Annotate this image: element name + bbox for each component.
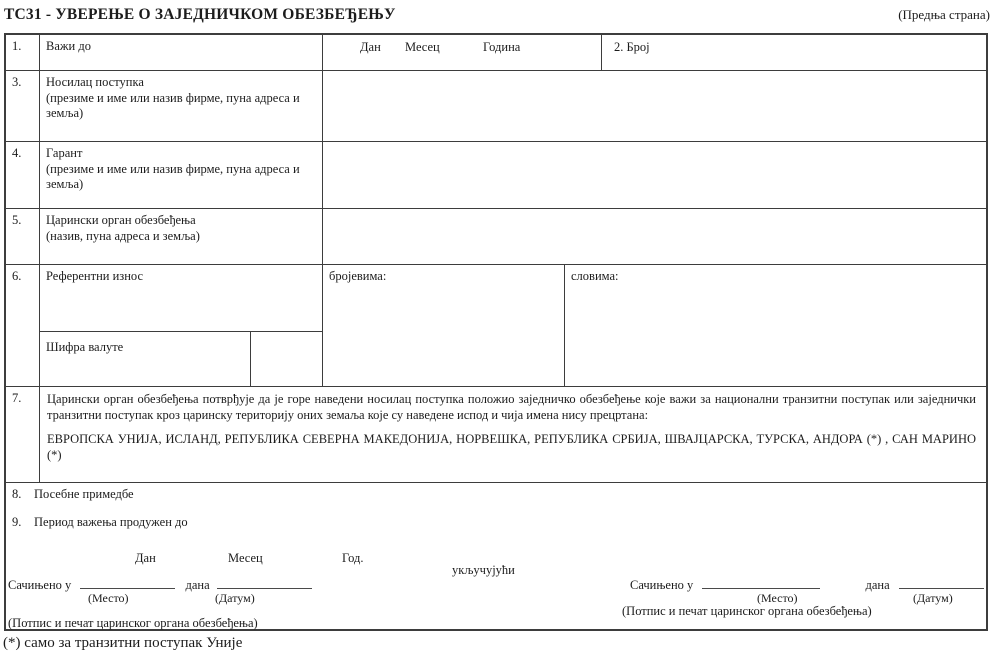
box3-number: 3. bbox=[6, 71, 40, 142]
box9-inclusive-label: укључујући bbox=[452, 563, 515, 577]
date-caption-left: (Датум) bbox=[215, 591, 255, 605]
form-table bbox=[4, 33, 988, 631]
box4-guarantor-label bbox=[40, 142, 323, 209]
box2-number-label: 2. Број bbox=[614, 40, 650, 54]
made-in-label-left: Сачињено у bbox=[8, 578, 72, 592]
date-caption-right: (Датум) bbox=[913, 591, 953, 605]
box1-date-field[interactable] bbox=[323, 35, 602, 71]
box3-holder-label bbox=[40, 71, 323, 142]
box5-number: 5. bbox=[6, 209, 40, 265]
date-word-left: дана bbox=[185, 578, 210, 592]
date-blank-left[interactable] bbox=[217, 576, 312, 589]
box6-in-words-label: словима: bbox=[571, 269, 619, 283]
place-caption-left: (Место) bbox=[88, 591, 129, 605]
box9-year-label: Год. bbox=[342, 551, 364, 565]
box4-guarantor-field[interactable] bbox=[323, 142, 986, 209]
box6-in-figures-label: бројевима: bbox=[329, 269, 387, 283]
box6-number: 6. bbox=[6, 265, 40, 387]
box8-number: 8. bbox=[12, 487, 22, 501]
stamp-caption-left: (Потпис и печат царинског органа обезбеђења) bbox=[8, 616, 258, 630]
box6-currency-code-label: Шифра валуте bbox=[40, 332, 251, 387]
box6-in-words-field[interactable] bbox=[565, 265, 986, 387]
box6-currency-code-field[interactable] bbox=[251, 332, 323, 387]
box5-customs-office-field[interactable] bbox=[323, 209, 986, 265]
day-column-label: Дан bbox=[360, 40, 381, 54]
box5-customs-office-subtitle: (назив, пуна адреса и земља) bbox=[46, 228, 200, 243]
box4-number: 4. bbox=[6, 142, 40, 209]
box4-guarantor-title: Гарант bbox=[46, 146, 83, 160]
form-title: ТС31 - УВЕРЕЊЕ О ЗАЈЕДНИЧКОМ ОБЕЗБЕЂЕЊУ bbox=[4, 6, 396, 23]
year-column-label: Година bbox=[483, 40, 521, 54]
month-column-label: Месец bbox=[405, 40, 440, 54]
place-blank-right[interactable] bbox=[702, 576, 820, 589]
box8-special-remarks-label: Посебне примедбе bbox=[34, 487, 134, 501]
box7-countries-list: ЕВРОПСКА УНИЈА, ИСЛАНД, РЕПУБЛИКА СЕВЕРНА МАКЕДОНИЈА, НОРВЕШКА, РЕПУБЛИКА СРБИЈА, ШВАЈЦАРСКА, ТУРСКА, АНДОРА (*) , САН МАРИНО (*) bbox=[47, 432, 976, 462]
box3-holder-subtitle: (презиме и име или назив фирме, пуна адреса и земља) bbox=[46, 90, 300, 121]
front-side-note: (Предња страна) bbox=[898, 7, 990, 22]
box7-number: 7. bbox=[6, 387, 40, 483]
box7-certification-text bbox=[40, 387, 986, 483]
place-caption-right: (Место) bbox=[757, 591, 798, 605]
box2-number-field[interactable] bbox=[602, 35, 986, 71]
box6-reference-amount-label: Референтни износ bbox=[40, 265, 323, 332]
box5-customs-office-label bbox=[40, 209, 323, 265]
made-in-label-right: Сачињено у bbox=[630, 578, 694, 592]
box6-in-figures-field[interactable] bbox=[323, 265, 565, 387]
box9-number: 9. bbox=[12, 515, 22, 529]
bottom-section bbox=[6, 483, 986, 629]
date-word-right: дана bbox=[865, 578, 890, 592]
box1-valid-until-label: Важи до bbox=[40, 35, 323, 71]
box5-customs-office-title: Царински орган обезбеђења bbox=[46, 213, 196, 227]
signature-block-left bbox=[8, 576, 312, 594]
union-transit-footnote: (*) само за транзитни поступак Уније bbox=[3, 635, 243, 651]
box3-holder-title: Носилац поступка bbox=[46, 75, 144, 89]
stamp-caption-right: (Потпис и печат царинског органа обезбеђења) bbox=[622, 604, 872, 618]
place-blank-left[interactable] bbox=[80, 576, 175, 589]
date-blank-right[interactable] bbox=[899, 576, 984, 589]
box4-guarantor-subtitle: (презиме и име или назив фирме, пуна адреса и земља) bbox=[46, 161, 300, 192]
box9-extended-validity-label: Период важења продужен до bbox=[34, 515, 188, 529]
box9-day-label: Дан bbox=[135, 551, 156, 565]
box3-holder-field[interactable] bbox=[323, 71, 986, 142]
box7-statement: Царински орган обезбеђења потврђује да је горе наведени носилац поступка положио заједничко обезбеђење које важи за национални транзитни поступак или заједнички транзитни поступак кроз царинску територију оних земаља које су наведене испод и чија имена нису прецртана: bbox=[47, 392, 976, 422]
box9-month-label: Месец bbox=[228, 551, 263, 565]
box1-number: 1. bbox=[6, 35, 40, 71]
